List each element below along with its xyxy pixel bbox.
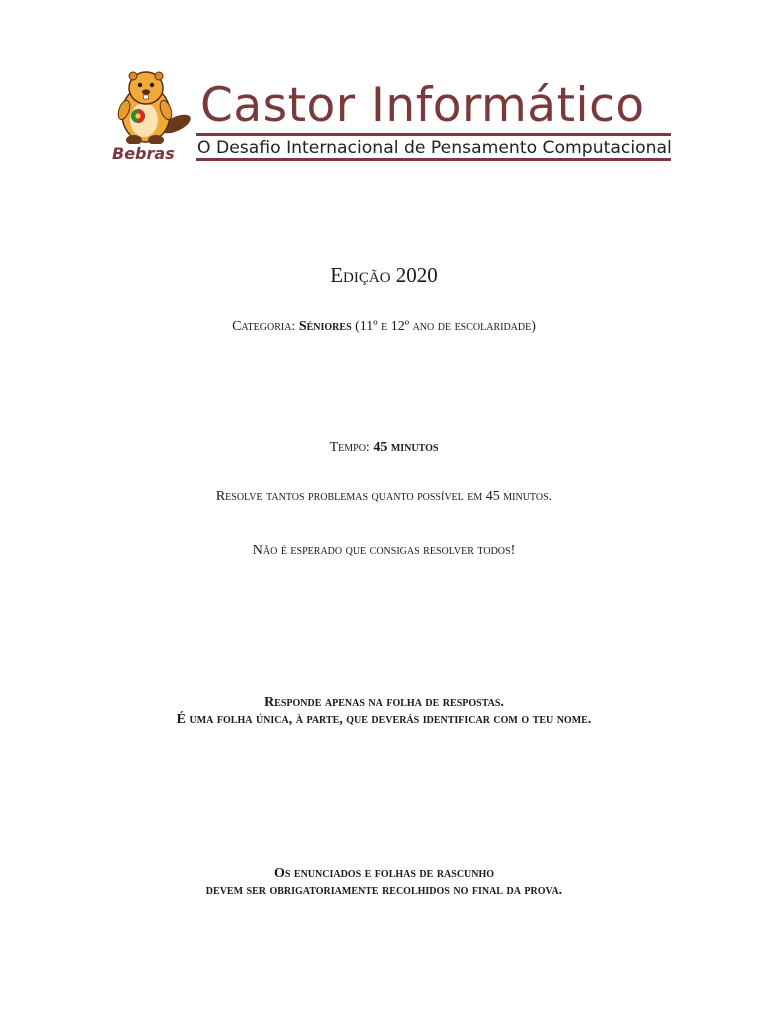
- answer-note-line-2: É uma folha única, à parte, que deverás identificar com o teu nome.: [176, 712, 592, 727]
- answer-note-line-1: Responde apenas na folha de respostas.: [264, 695, 504, 710]
- time-value: 45 minutos: [373, 440, 439, 455]
- instruction-solve: Resolve tantos problemas quanto possível em 45 minutos.: [215, 489, 553, 504]
- category-detail: (11º e 12º ano de escolaridade): [355, 319, 536, 334]
- category-line: [0, 317, 768, 337]
- brand-subtitle: O Desafio Internacional de Pensamento Computacional: [197, 138, 672, 158]
- svg-text:Bebras: Bebras: [112, 144, 175, 163]
- time-label: Tempo:: [329, 440, 370, 455]
- collection-note-line-1: Os enunciados e folhas de rascunho: [273, 866, 495, 881]
- category-label: Categoria:: [232, 319, 296, 334]
- edition-heading: Edição 2020: [330, 263, 438, 287]
- beaver-mascot-icon: [104, 68, 194, 166]
- brand-title: Castor Informático: [200, 78, 645, 133]
- header-divider-top: [196, 133, 671, 136]
- header-divider-bottom: [196, 158, 671, 161]
- instruction-not-expected: Não é esperado que consigas resolver todos!: [252, 543, 516, 558]
- category-value: Séniores: [298, 319, 352, 334]
- time-line: [0, 438, 768, 458]
- collection-note-line-2: devem ser obrigatoriamente recolhidos no final da prova.: [205, 883, 563, 898]
